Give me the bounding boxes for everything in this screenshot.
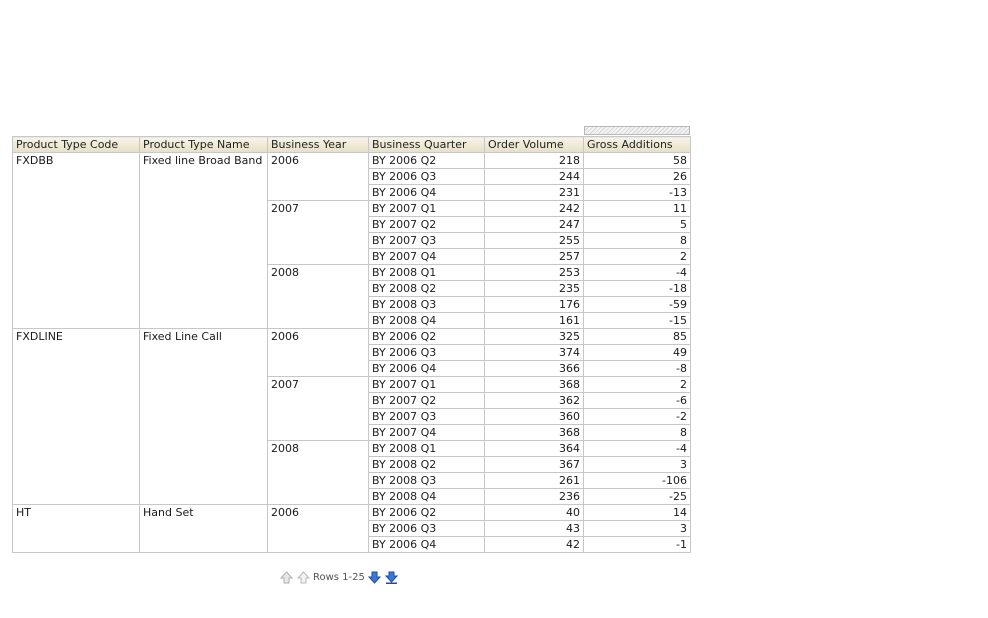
gross-additions-cell: 26: [584, 169, 691, 185]
gross-additions-cell: 3: [584, 457, 691, 473]
header-business-year[interactable]: Business Year: [268, 137, 369, 153]
order-volume-cell: 362: [485, 393, 584, 409]
business-quarter-cell: BY 2008 Q3: [369, 473, 485, 489]
gross-additions-cell: -2: [584, 409, 691, 425]
business-quarter-cell: BY 2007 Q3: [369, 409, 485, 425]
product-type-code-cell: FXDLINE: [13, 329, 140, 505]
business-quarter-cell: BY 2008 Q1: [369, 441, 485, 457]
gross-additions-cell: -59: [584, 297, 691, 313]
business-quarter-cell: BY 2008 Q4: [369, 489, 485, 505]
gross-additions-cell: -25: [584, 489, 691, 505]
order-volume-cell: 257: [485, 249, 584, 265]
gross-additions-cell: 49: [584, 345, 691, 361]
gross-additions-cell: -18: [584, 281, 691, 297]
business-quarter-cell: BY 2008 Q1: [369, 265, 485, 281]
order-volume-cell: 368: [485, 377, 584, 393]
product-type-name-cell: Hand Set: [140, 505, 268, 553]
business-year-cell: 2006: [268, 329, 369, 377]
gross-additions-cell: -15: [584, 313, 691, 329]
gross-additions-cell: 5: [584, 217, 691, 233]
gross-additions-cell: -8: [584, 361, 691, 377]
row-down-icon[interactable]: [368, 570, 382, 584]
gross-additions-cell: 8: [584, 233, 691, 249]
gross-additions-cell: -4: [584, 265, 691, 281]
business-quarter-cell: BY 2006 Q2: [369, 153, 485, 169]
gross-additions-cell: -4: [584, 441, 691, 457]
business-quarter-cell: BY 2008 Q2: [369, 281, 485, 297]
business-quarter-cell: BY 2006 Q4: [369, 537, 485, 553]
business-quarter-cell: BY 2006 Q3: [369, 169, 485, 185]
order-volume-cell: 242: [485, 201, 584, 217]
gross-additions-cell: 2: [584, 377, 691, 393]
table-row: [13, 329, 691, 345]
order-volume-cell: 364: [485, 441, 584, 457]
business-year-cell: 2006: [268, 505, 369, 553]
gross-additions-cell: -1: [584, 537, 691, 553]
order-volume-cell: 325: [485, 329, 584, 345]
order-volume-cell: 231: [485, 185, 584, 201]
order-volume-cell: 374: [485, 345, 584, 361]
business-year-cell: 2008: [268, 441, 369, 505]
header-order-volume[interactable]: Order Volume: [485, 137, 584, 153]
product-type-name-cell: Fixed line Broad Band: [140, 153, 268, 329]
business-year-cell: 2006: [268, 153, 369, 201]
order-volume-cell: 218: [485, 153, 584, 169]
business-year-cell: 2008: [268, 265, 369, 329]
pagination-controls: [279, 569, 399, 585]
business-quarter-cell: BY 2007 Q2: [369, 217, 485, 233]
gross-additions-cell: 58: [584, 153, 691, 169]
order-volume-cell: 176: [485, 297, 584, 313]
order-volume-cell: 360: [485, 409, 584, 425]
pivot-table: [12, 136, 691, 553]
order-volume-cell: 161: [485, 313, 584, 329]
business-quarter-cell: BY 2006 Q3: [369, 345, 485, 361]
gross-additions-cell: 85: [584, 329, 691, 345]
gross-additions-cell: 14: [584, 505, 691, 521]
row-up-icon[interactable]: [296, 570, 310, 584]
order-volume-cell: 261: [485, 473, 584, 489]
column-resize-handle[interactable]: [584, 126, 690, 135]
order-volume-cell: 235: [485, 281, 584, 297]
header-product-type-name[interactable]: Product Type Name: [140, 137, 268, 153]
gross-additions-cell: 11: [584, 201, 691, 217]
header-product-type-code[interactable]: Product Type Code: [13, 137, 140, 153]
gross-additions-cell: 2: [584, 249, 691, 265]
page-up-icon[interactable]: [279, 570, 293, 584]
business-quarter-cell: BY 2006 Q4: [369, 185, 485, 201]
business-quarter-cell: BY 2006 Q3: [369, 521, 485, 537]
order-volume-cell: 40: [485, 505, 584, 521]
order-volume-cell: 255: [485, 233, 584, 249]
business-quarter-cell: BY 2007 Q4: [369, 249, 485, 265]
business-quarter-cell: BY 2006 Q2: [369, 329, 485, 345]
business-quarter-cell: BY 2008 Q2: [369, 457, 485, 473]
pivot-body: [13, 153, 691, 553]
business-quarter-cell: BY 2006 Q4: [369, 361, 485, 377]
order-volume-cell: 236: [485, 489, 584, 505]
order-volume-cell: 247: [485, 217, 584, 233]
header-row: [13, 137, 691, 153]
gross-additions-cell: -13: [584, 185, 691, 201]
business-quarter-cell: BY 2007 Q2: [369, 393, 485, 409]
table-row: [13, 153, 691, 169]
business-quarter-cell: BY 2008 Q4: [369, 313, 485, 329]
order-volume-cell: 42: [485, 537, 584, 553]
header-gross-additions[interactable]: Gross Additions: [584, 137, 691, 153]
product-type-code-cell: HT: [13, 505, 140, 553]
table-row: [13, 505, 691, 521]
order-volume-cell: 244: [485, 169, 584, 185]
order-volume-cell: 366: [485, 361, 584, 377]
gross-additions-cell: -106: [584, 473, 691, 489]
gross-additions-cell: -6: [584, 393, 691, 409]
order-volume-cell: 368: [485, 425, 584, 441]
business-quarter-cell: BY 2008 Q3: [369, 297, 485, 313]
product-type-code-cell: FXDBB: [13, 153, 140, 329]
business-year-cell: 2007: [268, 377, 369, 441]
business-quarter-cell: BY 2007 Q3: [369, 233, 485, 249]
order-volume-cell: 253: [485, 265, 584, 281]
page-down-icon[interactable]: [385, 570, 399, 584]
business-year-cell: 2007: [268, 201, 369, 265]
gross-additions-cell: 8: [584, 425, 691, 441]
order-volume-cell: 43: [485, 521, 584, 537]
rows-range-label: Rows 1-25: [313, 571, 365, 583]
business-quarter-cell: BY 2007 Q1: [369, 201, 485, 217]
product-type-name-cell: Fixed Line Call: [140, 329, 268, 505]
business-quarter-cell: BY 2007 Q4: [369, 425, 485, 441]
business-quarter-cell: BY 2007 Q1: [369, 377, 485, 393]
order-volume-cell: 367: [485, 457, 584, 473]
business-quarter-cell: BY 2006 Q2: [369, 505, 485, 521]
header-business-quarter[interactable]: Business Quarter: [369, 137, 485, 153]
gross-additions-cell: 3: [584, 521, 691, 537]
